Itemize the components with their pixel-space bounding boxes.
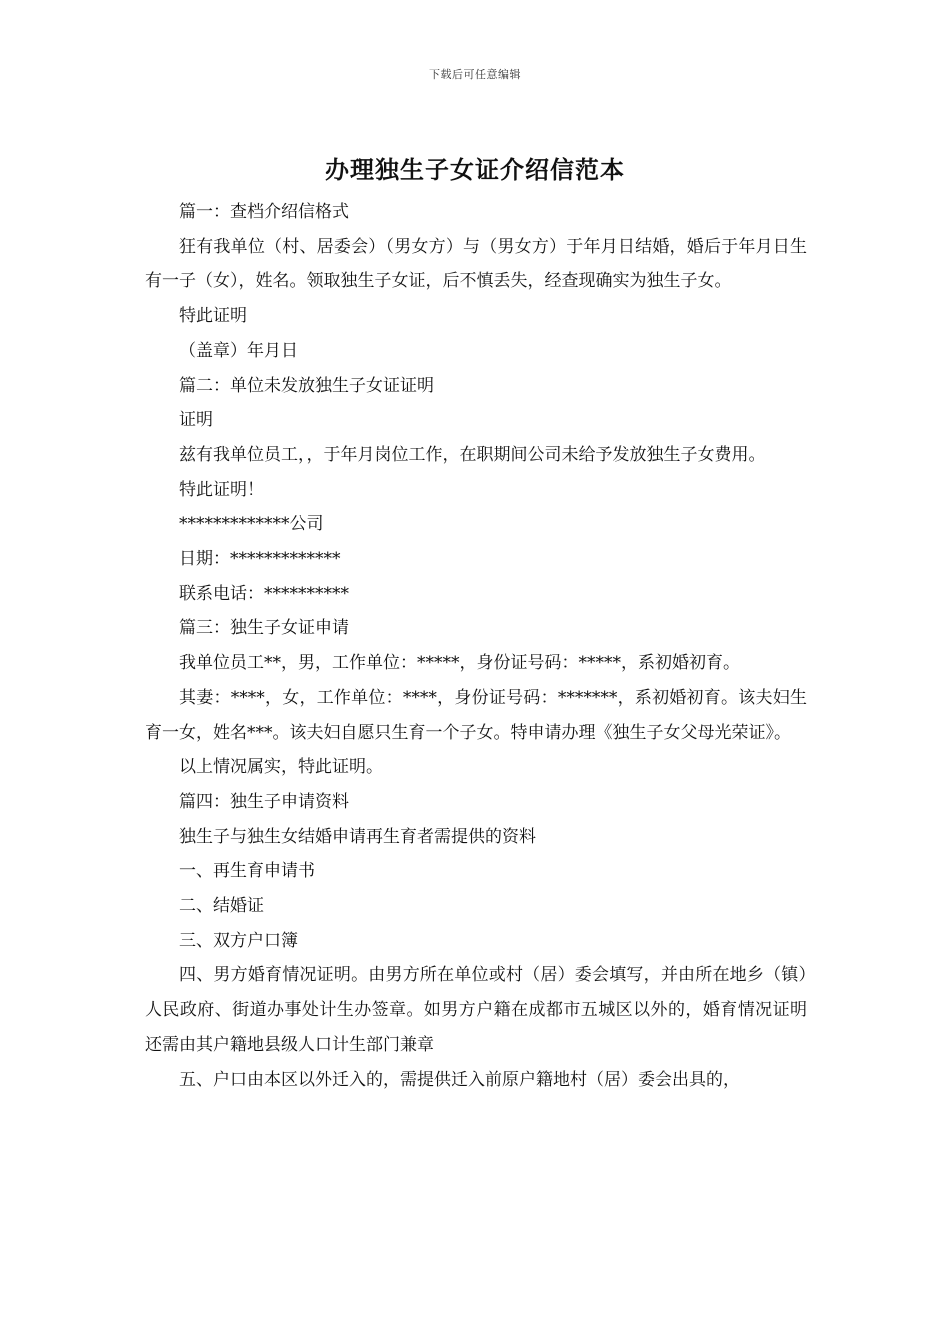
header-note: 下载后可任意编辑 [429, 68, 521, 81]
paragraph: 特此证明！ [179, 479, 264, 500]
paragraph: 其妻：****，女，工作单位：****，身份证号码：*******，系初婚初育。该夫妇生育一女，姓名***。该夫妇自愿只生育一个子女。特申请办理《独生子女父母光荣证》。 [145, 687, 807, 743]
paragraph: （盖章）年月日 [179, 340, 298, 361]
paragraph: 四、男方婚育情况证明。由男方所在单位或村（居）委会填写，并由所在地乡（镇）人民政府、街道办事处计生办签章。如男方户籍在成都市五城区以外的，婚育情况证明还需由其户籍地县级人口计生部门兼章 [145, 965, 807, 1055]
paragraph: 五、户口由本区以外迁入的，需提供迁入前原户籍地村（居）委会出具的， [179, 1069, 740, 1090]
paragraph: 证明 [179, 410, 213, 431]
paragraph: 篇三：独生子女证申请 [179, 618, 349, 639]
document-title: 办理独生子女证介绍信范本 [325, 155, 625, 184]
paragraph: 独生子与独生女结婚申请再生育者需提供的资料 [179, 826, 536, 847]
paragraph: 以上情况属实，特此证明。 [179, 757, 383, 778]
paragraph: 兹有我单位员工，，于年月岗位工作，在职期间公司未给予发放独生子女费用。 [179, 444, 766, 465]
paragraph: *************公司 [179, 514, 324, 535]
document-body [145, 195, 807, 1097]
paragraph: 篇一：查档介绍信格式 [179, 202, 349, 222]
paragraph: 特此证明 [179, 306, 247, 327]
paragraph: 日期：************* [179, 549, 341, 570]
paragraph: 三、双方户口簿 [179, 930, 298, 951]
paragraph: 一、再生育申请书 [179, 861, 315, 882]
paragraph: 我单位员工**，男，工作单位：*****，身份证号码：*****，系初婚初育。 [179, 653, 740, 674]
paragraph: 联系电话：********** [179, 583, 349, 604]
paragraph: 篇二：单位未发放独生子女证证明 [179, 375, 434, 396]
paragraph: 狂有我单位（村、居委会）（男女方）与（男女方）于年月日结婚，婚后于年月日生有一子（女），姓名。领取独生子女证，后不慎丢失，经查现确实为独生子女。 [145, 236, 807, 292]
paragraph: 篇四：独生子申请资料 [179, 791, 349, 812]
paragraph: 二、结婚证 [179, 896, 264, 917]
